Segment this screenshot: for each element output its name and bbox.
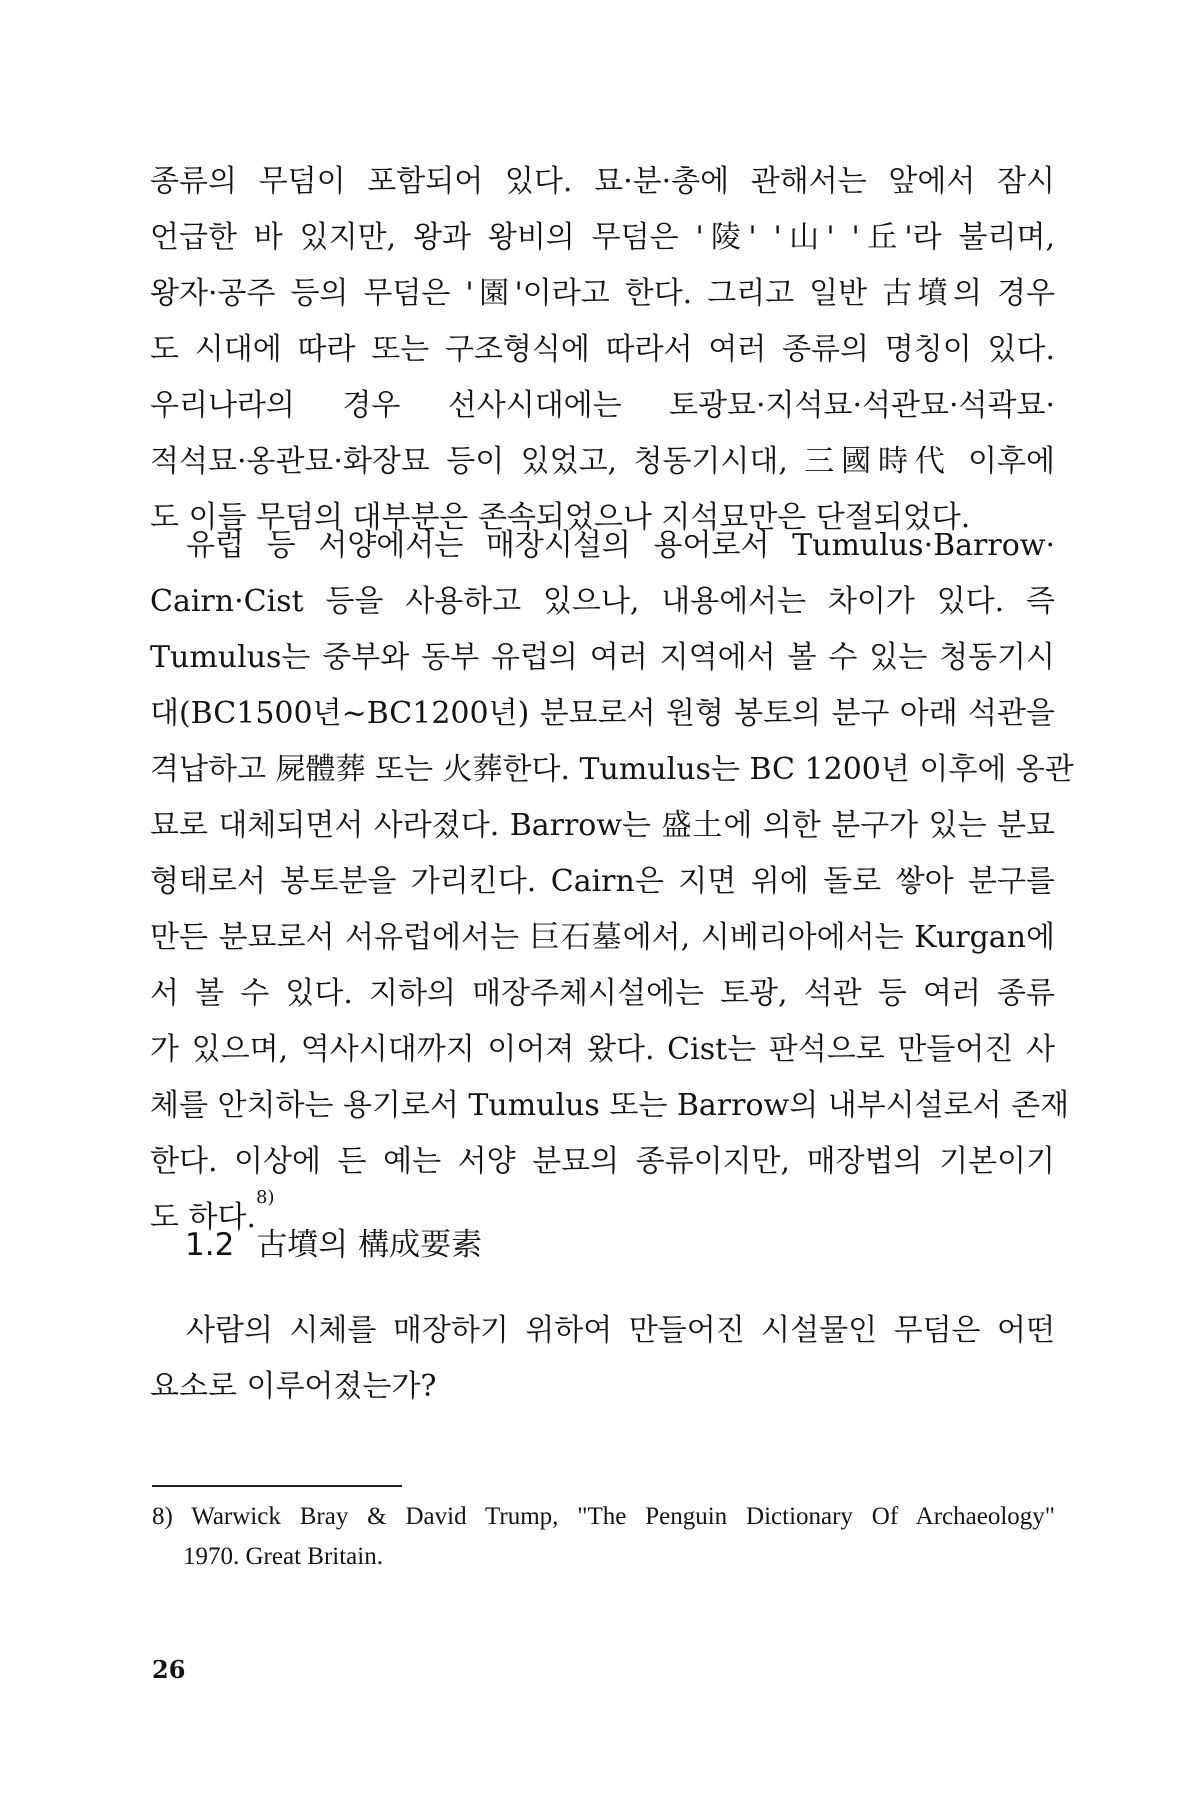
- text-line: 격납하고 屍體葬 또는 火葬한다. Tumulus는 BC 1200년 이후에 옹관: [150, 752, 1074, 787]
- footnote-line: 1970. Great Britain.: [183, 1543, 383, 1570]
- text-line: 형태로서 봉토분을 가리킨다. Cairn은 지면 위에 돌로 쌓아 분구를: [150, 864, 1055, 899]
- footnote: [152, 1497, 1055, 1577]
- text-line: 가 있으며, 역사시대까지 이어져 왔다. Cist는 판석으로 만들어진 사: [150, 1032, 1055, 1067]
- text-line: 도 이들 무덤의 대부분은 존속되었으나 지석묘만은 단절되었다.: [150, 500, 971, 535]
- text-line: 도 시대에 따라 또는 구조형식에 따라서 여러 종류의 명칭이 있다.: [150, 332, 1055, 367]
- text-line: 한다. 이상에 든 예는 서양 분묘의 종류이지만, 매장법의 기본이기: [150, 1144, 1055, 1179]
- text-line: 왕자·공주 등의 무덤은 '園'이라고 한다. 그리고 일반 古墳의 경우: [150, 276, 1055, 311]
- footnote-divider: [152, 1485, 402, 1487]
- text-line: 종류의 무덤이 포함되어 있다. 묘·분·총에 관해서는 앞에서 잠시: [150, 164, 1055, 199]
- section-title: 古墳의 構成要素: [256, 1227, 483, 1263]
- text-line: 묘로 대체되면서 사라졌다. Barrow는 盛土에 의한 분구가 있는 분묘: [150, 808, 1055, 843]
- paragraph-western-burials: [150, 518, 1074, 1246]
- text-line: 만든 분묘로서 서유럽에서는 巨石墓에서, 시베리아에서는 Kurgan에: [150, 920, 1055, 955]
- footnote-line: 8) Warwick Bray & David Trump, "The Penguin Dictionary Of Archaeology": [152, 1503, 1055, 1530]
- text-line: 도 하다.: [150, 1200, 257, 1235]
- text-line: 언급한 바 있지만, 왕과 왕비의 무덤은 '陵' '山' '丘'라 불리며,: [150, 220, 1055, 255]
- text-line: Tumulus는 중부와 동부 유럽의 여러 지역에서 볼 수 있는 청동기시: [150, 640, 1055, 675]
- text-line: 유럽 등 서양에서는 매장시설의 용어로서 Tumulus·Barrow·: [186, 528, 1055, 563]
- footnote-reference: 8): [256, 1187, 275, 1208]
- text-line: 서 볼 수 있다. 지하의 매장주체시설에는 토광, 석관 등 여러 종류: [150, 976, 1055, 1011]
- section-heading: [185, 1225, 482, 1265]
- text-line: 우리나라의 경우 선사시대에는 토광묘·지석묘·석관묘·석곽묘·: [150, 388, 1055, 423]
- text-line: 사람의 시체를 매장하기 위하여 만들어진 시설물인 무덤은 어떤: [186, 1313, 1055, 1348]
- text-line: 요소로 이루어졌는가?: [150, 1369, 437, 1404]
- text-line: 체를 안치하는 용기로서 Tumulus 또는 Barrow의 내부시설로서 존재: [150, 1088, 1070, 1123]
- paragraph-tomb-types-korea: [150, 154, 1055, 546]
- text-line: 대(BC1500년~BC1200년) 분묘로서 원형 봉토의 분구 아래 석관을: [150, 696, 1055, 731]
- section-number: 1.2: [185, 1227, 235, 1263]
- paragraph-tomb-elements-question: [150, 1303, 1055, 1415]
- page-number: 26: [152, 1655, 186, 1684]
- text-line: 적석묘·옹관묘·화장묘 등이 있었고, 청동기시대, 三國時代 이후에: [150, 444, 1055, 479]
- text-line: Cairn·Cist 등을 사용하고 있으나, 내용에서는 차이가 있다. 즉: [150, 584, 1055, 619]
